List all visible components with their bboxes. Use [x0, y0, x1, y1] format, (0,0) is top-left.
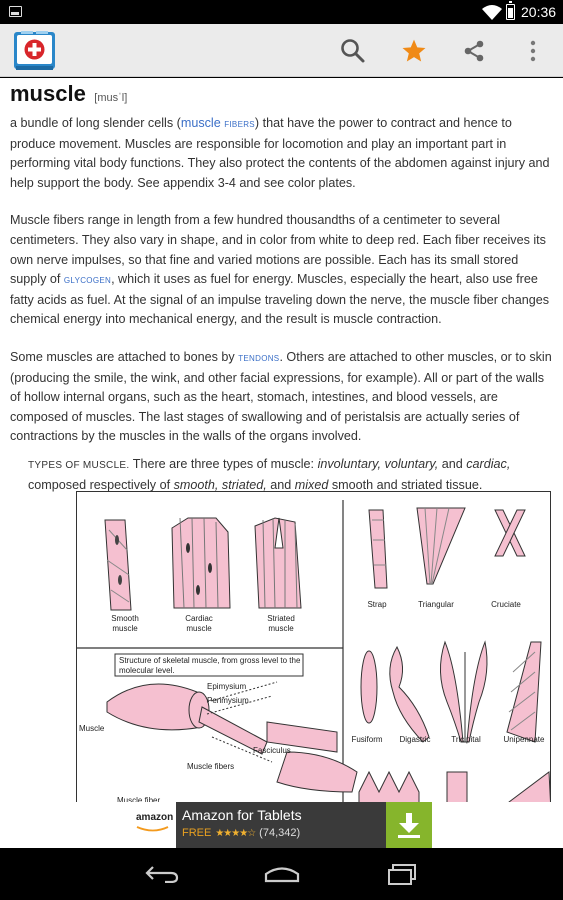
label-triangular: Triangular [418, 600, 454, 609]
amazon-smile-icon [136, 826, 170, 832]
section-heading: TYPES OF MUSCLE. [28, 459, 130, 471]
notification-image-icon [9, 6, 22, 17]
label-smooth-muscle: Smooth muscle [111, 614, 139, 633]
definition-paragraph: TYPES OF MUSCLE. There are three types of muscle: involuntary, voluntary, and cardiac, composed respectively of smooth, striated, and mixed smooth and striated tissue. [28, 456, 511, 492]
star-icon[interactable] [399, 36, 429, 66]
navigation-bar [0, 848, 563, 900]
dictionary-app-icon[interactable] [13, 29, 56, 72]
recents-icon[interactable] [382, 858, 422, 890]
ad-banner[interactable] [0, 802, 563, 848]
ad-title: Amazon for Tablets [182, 807, 302, 823]
label-striated-muscle: Striated muscle [267, 614, 295, 633]
download-button[interactable] [386, 802, 432, 848]
xref-glycogen[interactable]: GLYCOGEN [63, 276, 112, 286]
label-fusiform: Fusiform [351, 735, 383, 744]
download-icon [396, 811, 422, 839]
rating-count: (74,342) [259, 827, 301, 839]
ad-subtitle: FREE ★★★★☆ (74,342) [182, 827, 301, 839]
amazon-logo: amazon [130, 802, 176, 848]
clock: 20:36 [521, 4, 557, 20]
muscle-types-figure[interactable] [76, 491, 551, 802]
xref-tendons[interactable]: TENDONS [238, 353, 280, 363]
wifi-icon [482, 5, 502, 20]
definition-paragraph: a bundle of long slender cells (muscle FIBERS) that have the power to contract and hence to produce movement. Muscles are responsible for locomotion and play an important part in performing vital body functions. They also protect the contents of the abdomen against injury and help support the body. See appendix 3-4 and see color plates. [10, 116, 550, 190]
label-muscle: Muscle [79, 724, 105, 733]
rating-stars: ★★★★☆ [215, 828, 256, 839]
label-cruciate: Cruciate [491, 600, 521, 609]
definition-paragraph: Some muscles are attached to bones by TENDONS. Others are attached to other muscles, or to skin (producing the smile, the wink, and other facial expressions, for example). All or part of the walls of hollow internal organs, such as the heart, stomach, intestines, and blood vessels, are composed of muscles. The last stages of swallowing and of peristalsis are actually series of contractions by the muscles in the walls of the organs involved. [10, 349, 552, 444]
structure-caption: Structure of skeletal muscle, from gross level to the molecular level. [119, 656, 301, 675]
label-strap: Strap [367, 600, 387, 609]
overflow-menu-icon[interactable] [518, 36, 548, 66]
xref-muscle-fibers[interactable]: muscle FIBERS [180, 116, 255, 130]
back-icon[interactable] [142, 858, 182, 890]
definition-paragraph: Muscle fibers range in length from a few hundred thousandths of a centimeter to several centimeters. They also vary in shape, and in color from white to deep red. Each fiber receives its own nerve impulses, so that fine and varied motions are possible. Each has its small stored supply of GLYCOGEN, which it uses as fuel for energy. Muscles, especially the heart, also use free fatty acids as fuel. At the signal of an impulse traveling down the nerve, the muscle fiber changes chemical energy into mechanical energy, and the result is muscle contraction. [10, 213, 550, 327]
label-cardiac-muscle: Cardiac muscle [185, 614, 213, 633]
status-bar [0, 0, 563, 24]
search-icon[interactable] [338, 36, 368, 66]
label-muscle-fibers: Muscle fibers [187, 762, 235, 771]
share-icon[interactable] [459, 36, 489, 66]
label-digastric: Digastric [399, 735, 431, 744]
action-bar [0, 24, 563, 77]
home-icon[interactable] [262, 858, 302, 890]
figure-illustration [77, 492, 552, 802]
label-epimysium: Epimysium [207, 682, 247, 691]
label-muscle-fiber: Muscle fiber [117, 796, 161, 802]
battery-icon [506, 4, 515, 20]
entry-header [10, 81, 553, 111]
label-perimysium: Perimysium [207, 696, 249, 705]
ad-card[interactable] [130, 802, 432, 848]
pronunciation: [musˈl] [94, 92, 128, 104]
label-unipennate: Unipennate [503, 735, 545, 744]
definition-content[interactable] [0, 78, 563, 802]
label-tricipital: Tricipital [451, 735, 481, 744]
headword: muscle [10, 81, 86, 106]
label-fasciculus: Fasciculus [253, 746, 291, 755]
